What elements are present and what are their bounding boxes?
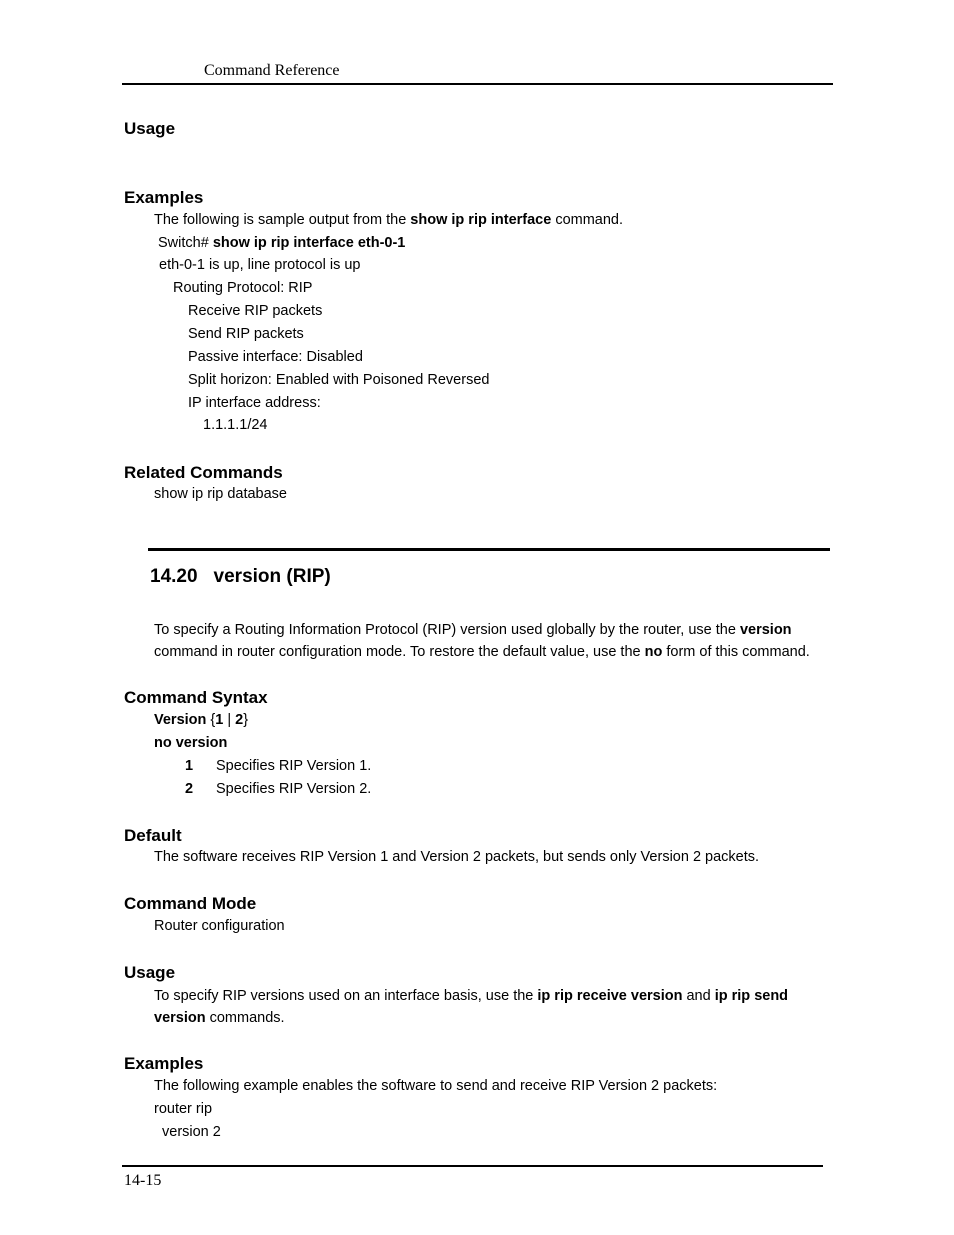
output-line: Split horizon: Enabled with Poisoned Reversed: [188, 372, 490, 388]
output-line: eth-0-1 is up, line protocol is up: [159, 257, 361, 273]
syntax-no-form: no version: [154, 735, 228, 751]
command-mode-heading: Command Mode: [124, 894, 257, 913]
output-line: Send RIP packets: [188, 326, 304, 342]
output-line: Passive interface: Disabled: [188, 349, 363, 365]
examples-heading-prev: Examples: [124, 188, 204, 207]
related-command-item: show ip rip database: [154, 486, 287, 502]
usage-heading-prev: Usage: [124, 119, 176, 138]
examples-text: The following example enables the software to send and receive RIP Version 2 packets:: [154, 1078, 718, 1094]
command-syntax-heading: Command Syntax: [124, 688, 268, 707]
section-name: version (RIP): [213, 566, 331, 587]
section-title: [150, 566, 331, 588]
example-line: version 2: [162, 1124, 221, 1140]
usage-text: To specify RIP versions used on an interface basis, use the ip rip receive version and ip rip send version commands.: [154, 988, 789, 1026]
output-line: IP interface address:: [188, 395, 321, 411]
command-mode-text: Router configuration: [154, 918, 285, 934]
output-line: 1.1.1.1/24: [203, 417, 268, 433]
page-number: 14-15: [124, 1172, 162, 1189]
example-line: router rip: [154, 1101, 213, 1117]
examples-intro-prev: The following is sample output from the show ip rip interface command.: [154, 212, 624, 228]
param-name: 1: [185, 758, 194, 774]
output-line: Receive RIP packets: [188, 303, 323, 319]
related-commands-heading: Related Commands: [124, 463, 283, 482]
output-line: Routing Protocol: RIP: [173, 280, 313, 296]
output-command-line: Switch# show ip rip interface eth-0-1: [158, 235, 406, 251]
syntax-line: Version {1 | 2}: [154, 712, 249, 728]
section-rule: [148, 548, 830, 551]
header-rule: [122, 83, 833, 85]
running-header: Command Reference: [204, 62, 340, 79]
section-number: 14.20: [150, 566, 198, 587]
param-desc: Specifies RIP Version 2.: [216, 781, 372, 797]
param-desc: Specifies RIP Version 1.: [216, 758, 372, 774]
footer-rule: [122, 1165, 823, 1167]
default-text: The software receives RIP Version 1 and Version 2 packets, but sends only Version 2 packets.: [154, 849, 760, 865]
section-intro: To specify a Routing Information Protocol (RIP) version used globally by the router, use the version command in router configuration mode. To restore the default value, use the no form of this command.: [154, 622, 810, 660]
examples-heading: Examples: [124, 1054, 204, 1073]
default-heading: Default: [124, 826, 182, 845]
param-name: 2: [185, 781, 194, 797]
usage-heading: Usage: [124, 963, 176, 982]
